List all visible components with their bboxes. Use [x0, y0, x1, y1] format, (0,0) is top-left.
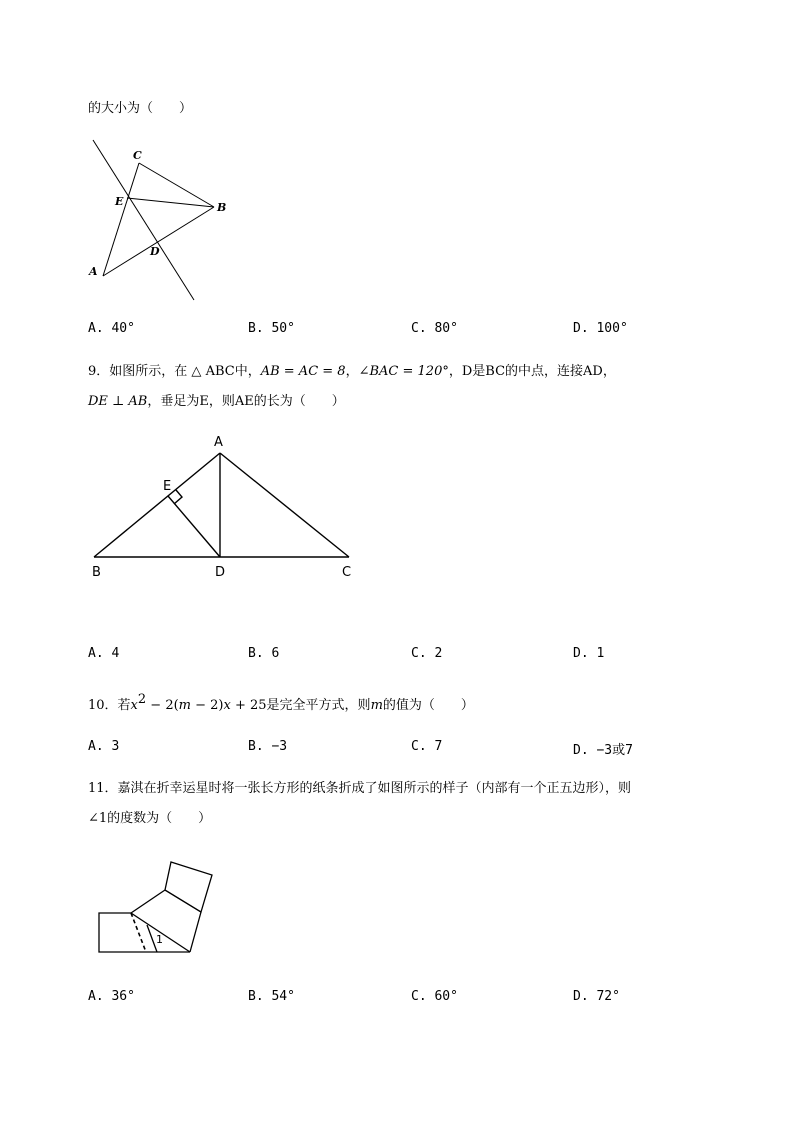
- q9-option-b: B. 6: [248, 646, 280, 661]
- q8-label-d: D: [150, 245, 160, 258]
- q11-strip-top: [165, 862, 212, 912]
- q9-eq-ab-ac: AB = AC = 8: [260, 364, 346, 379]
- q8-option-a: A. 40°: [88, 321, 135, 336]
- q10-option-b: B. −3: [248, 739, 288, 754]
- q11-pentagon-right: [190, 912, 201, 952]
- q9-label-c: C: [342, 565, 352, 580]
- q9-label-b: B: [92, 565, 101, 580]
- q9-option-d: D. 1: [573, 646, 605, 661]
- q9-eq-angle-bac: ∠BAC = 120°: [358, 364, 449, 379]
- q10-option-d: D. −3或7: [573, 743, 633, 758]
- q11-crease-dashed: [131, 913, 146, 952]
- q9-option-a: A. 4: [88, 646, 120, 661]
- q9-option-c: C. 2: [411, 646, 443, 661]
- q8-label-b: B: [217, 201, 227, 214]
- q11-option-d: D. 72°: [573, 989, 620, 1004]
- q8-option-d: D. 100°: [573, 321, 628, 336]
- q8-option-b: B. 50°: [248, 321, 295, 336]
- q8-label-a: A: [89, 265, 98, 278]
- q11-option-a: A. 36°: [88, 989, 135, 1004]
- q9-eq-de-perp-ab: DE ⊥ AB: [88, 394, 148, 409]
- q11-stem-line1: 11．嘉淇在折幸运星时将一张长方形的纸条折成了如图所示的样子（内部有一个正五边形），则: [88, 781, 632, 796]
- q10-option-a: A. 3: [88, 739, 120, 754]
- q11-pentagon-top-left: [131, 890, 165, 913]
- q11-option-c: C. 60°: [411, 989, 458, 1004]
- q11-stem-line2: ∠1的度数为（ ）: [88, 811, 212, 826]
- q10-option-c: C. 7: [411, 739, 443, 754]
- q8-option-c: C. 80°: [411, 321, 458, 336]
- q11-angle-label: 1: [156, 933, 163, 946]
- q8-label-e: E: [115, 195, 124, 208]
- q9-label-e: E: [163, 479, 172, 494]
- q9-label-a: A: [214, 435, 223, 450]
- q8-label-c: C: [133, 149, 142, 162]
- q9-stem-line1: 9．如图所示，在 △ ABC中，AB = AC = 8，∠BAC = 120°，D是BC的中点，连接AD，: [88, 364, 616, 379]
- q11-option-b: B. 54°: [248, 989, 295, 1004]
- q9-stem-line2: DE ⊥ AB，垂足为E，则AE的长为（ ）: [88, 394, 345, 409]
- q8-stem-tail: 的大小为（ ）: [88, 101, 193, 116]
- q9-label-d: D: [215, 565, 226, 580]
- q10-stem: 10．若$x^2 - 2(m - 2)x + 25$是完全平方式，则m的值为（ ）: [88, 692, 474, 713]
